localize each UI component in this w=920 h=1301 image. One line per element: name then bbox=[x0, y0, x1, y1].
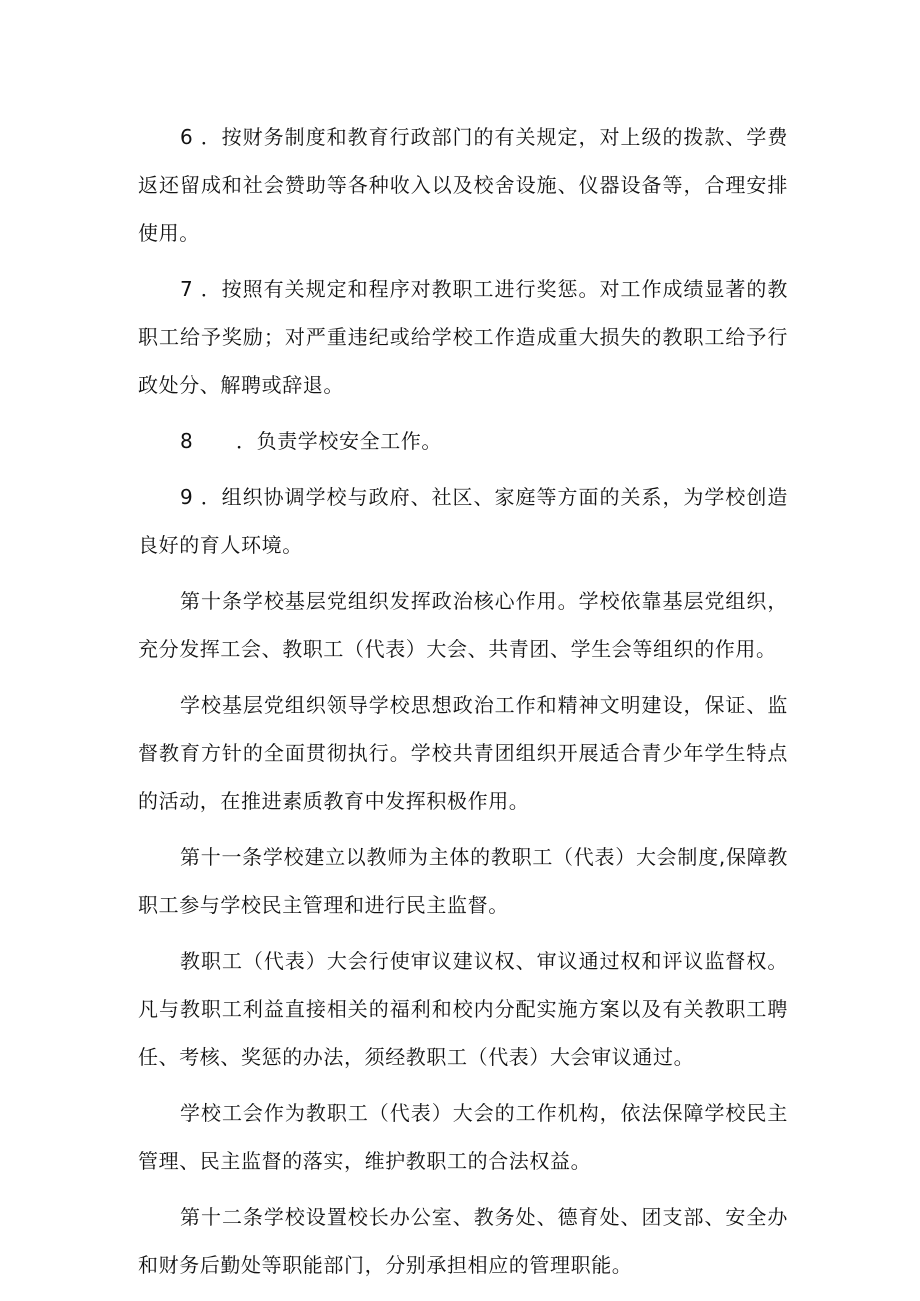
article-11-rights-paragraph: 教职工（代表）大会行使审议建议权、审议通过权和评议监督权。凡与教职工利益直接相关的福利和校内分配实施方案以及有关教职工聘任、考核、奖惩的办法，须经教职工（代表）大会审议通过。 bbox=[138, 949, 788, 1069]
item-number: 7 bbox=[180, 277, 194, 301]
document-body bbox=[138, 113, 788, 1297]
article-10-paragraph: 第十条学校基层党组织发挥政治核心作用。学校依靠基层党组织，充分发挥工会、教职工（代表）大会、共青团、学生会等组织的作用。 bbox=[138, 589, 788, 661]
article-11-paragraph: 第十一条学校建立以教师为主体的教职工（代表）大会制度,保障教职工参与学校民主管理和进行民主监督。 bbox=[138, 845, 788, 917]
article-10-party-paragraph: 学校基层党组织领导学校思想政治工作和精神文明建设，保证、监督教育方针的全面贯彻执行。学校共青团组织开展适合青少年学生特点的活动，在推进素质教育中发挥积极作用。 bbox=[138, 693, 788, 813]
paragraph-item-8 bbox=[138, 417, 788, 465]
paragraph-text: ．按照有关规定和程序对教职工进行奖惩。对工作成绩显著的教职工给予奖励；对严重违纪或给学校工作造成重大损失的教职工给予行政处分、解聘或辞退。 bbox=[138, 277, 788, 397]
paragraph-text: ．按财务制度和教育行政部门的有关规定，对上级的拨款、学费返还留成和社会赞助等各种收入以及校舍设施、仪器设备等，合理安排使用。 bbox=[138, 125, 788, 245]
paragraph-item-9 bbox=[138, 473, 788, 569]
item-number: 9 bbox=[180, 485, 194, 509]
item-number: 8 bbox=[180, 429, 194, 453]
paragraph-text: ．负责学校安全工作。 bbox=[236, 429, 442, 453]
item-number: 6 bbox=[180, 125, 194, 149]
article-11-union-paragraph: 学校工会作为教职工（代表）大会的工作机构，依法保障学校民主管理、民主监督的落实，维护教职工的合法权益。 bbox=[138, 1101, 788, 1173]
article-12-paragraph: 第十二条学校设置校长办公室、教务处、德育处、团支部、安全办和财务后勤处等职能部门，分别承担相应的管理职能。 bbox=[138, 1205, 788, 1277]
paragraph-item-6 bbox=[138, 113, 788, 257]
paragraph-text: ．组织协调学校与政府、社区、家庭等方面的关系，为学校创造良好的育人环境。 bbox=[138, 485, 788, 557]
paragraph-item-7 bbox=[138, 265, 788, 409]
